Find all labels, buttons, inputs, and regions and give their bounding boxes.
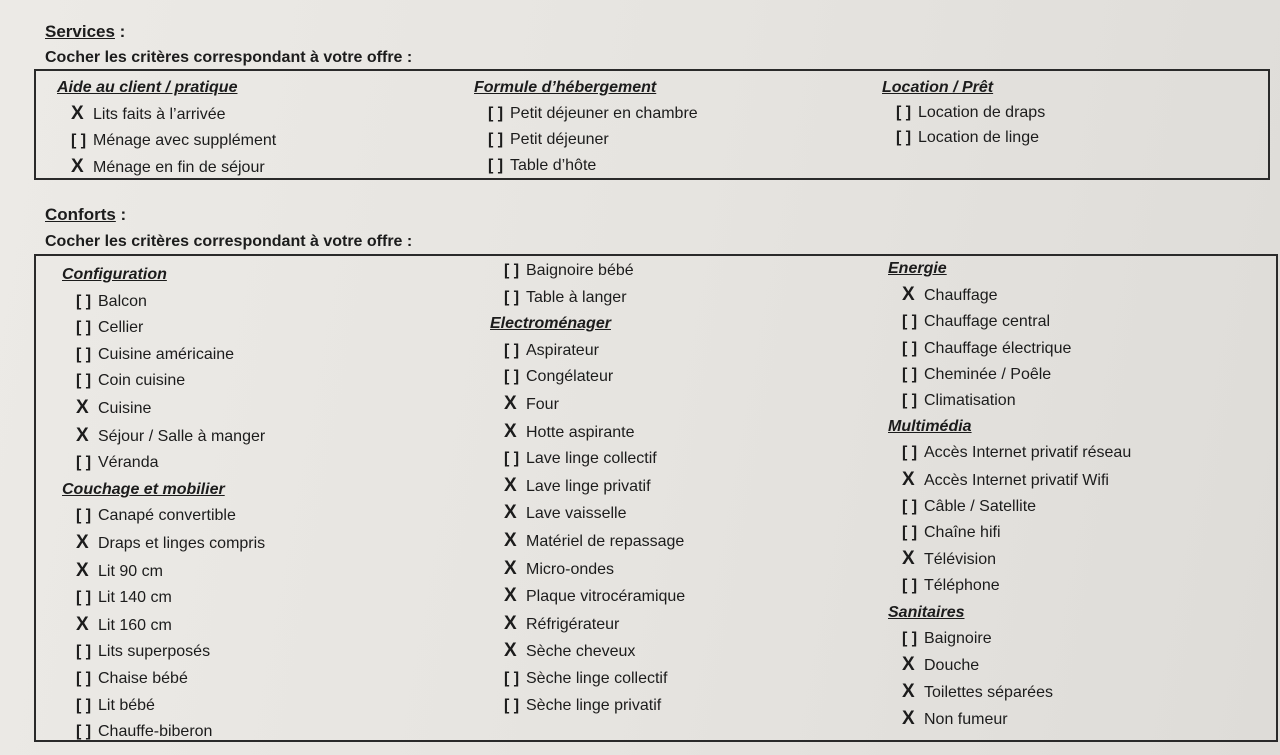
checkbox-mark[interactable]: [ ] [488,131,504,148]
checklist-item-label: Balcon [98,292,147,310]
checkbox-mark[interactable]: X [504,585,516,607]
conforts-col-2 [490,258,685,719]
checkbox-mark[interactable]: [ ] [76,454,92,472]
checklist-item[interactable] [490,666,685,693]
checklist-item-label: Chaise bébé [98,669,188,687]
checklist-item[interactable] [62,423,265,451]
checklist-item[interactable] [490,556,685,584]
checklist-item-label: Lits faits à l’arrivée [93,106,226,123]
checklist-item[interactable] [62,693,265,720]
conforts-title-text: Conforts [45,205,116,224]
checklist-item-label: Lit 160 cm [98,616,172,634]
checklist-item[interactable] [62,612,265,640]
checklist-item-label: Canapé convertible [98,507,236,525]
checklist-item[interactable] [888,467,1131,494]
checkbox-mark[interactable]: [ ] [76,723,92,741]
checklist-item[interactable] [888,309,1131,335]
services-col-heading: Location / Prêt [882,79,994,96]
checklist-item-label: Lits superposés [98,643,211,661]
services-col-formule [474,75,698,179]
checkbox-mark[interactable]: X [504,420,516,442]
checklist-item-label: Téléphone [924,577,1000,595]
checklist-item[interactable] [888,706,1131,733]
checkbox-mark[interactable]: [ ] [76,319,92,337]
checkbox-mark[interactable]: [ ] [902,577,918,595]
checkbox-mark[interactable]: [ ] [76,292,92,310]
checklist-item[interactable] [57,154,276,181]
checklist-item-label: Chaîne hifi [924,524,1001,542]
checklist-item[interactable] [490,583,685,611]
checklist-item-label: Lave vaisselle [526,505,627,523]
checklist-item[interactable] [490,364,685,391]
checklist-item-label: Sèche linge collectif [526,669,668,687]
checklist-item-label: Accès Internet privatif réseau [924,444,1132,462]
checklist-item[interactable] [490,611,685,639]
checklist-item[interactable] [490,446,685,473]
checklist-item-label: Coin cuisine [98,372,186,390]
checklist-item[interactable] [62,719,265,746]
checkbox-mark[interactable]: [ ] [71,132,87,149]
checkbox-mark[interactable]: X [902,548,914,570]
checklist-item-label: Sèche cheveux [526,643,636,661]
checklist-item[interactable] [490,419,685,447]
checkbox-mark[interactable]: [ ] [76,507,92,525]
checkbox-mark[interactable]: [ ] [902,339,918,357]
checkbox-mark[interactable]: X [76,396,88,418]
checklist-item[interactable] [57,101,276,128]
checkbox-mark[interactable]: X [504,640,516,662]
checklist-item-label: Cellier [98,319,144,337]
checklist-item[interactable] [888,573,1131,599]
checklist-item-label: Chauffage électrique [924,339,1072,357]
checklist-item[interactable] [62,530,265,558]
checklist-item[interactable] [62,450,265,477]
checklist-item[interactable] [490,693,685,720]
conforts-instruction: Cocher les critères correspondant à votre offre : [45,233,413,250]
checklist-item-label: Draps et linges compris [98,534,266,552]
conforts-title-suffix: : [115,205,127,224]
checkbox-mark[interactable]: [ ] [76,372,92,390]
checkbox-mark[interactable]: X [902,284,914,306]
checkbox-mark[interactable]: [ ] [76,345,92,363]
checkbox-mark[interactable]: [ ] [76,696,92,714]
checklist-item[interactable] [62,558,265,586]
services-col-aide [57,75,276,181]
checklist-item-label: Table d’hôte [510,157,597,174]
checklist-item-label: Baignoire bébé [526,262,634,279]
checklist-item-label: Cuisine [98,399,152,417]
checklist-item-label: Congélateur [526,368,614,386]
checklist-item[interactable] [490,528,685,556]
checkbox-mark[interactable]: [ ] [76,643,92,661]
checklist-item-label: Micro-ondes [526,560,615,578]
checkbox-mark[interactable]: [ ] [488,105,504,122]
checklist-item-label: Chauffe-biberon [98,723,213,741]
checkbox-mark[interactable]: [ ] [504,368,520,386]
checklist-item[interactable] [888,652,1131,679]
checklist-item-label: Table à langer [526,288,627,306]
checklist-item[interactable] [888,440,1131,466]
services-title-text: Services [45,22,115,41]
checklist-item-label: Sèche linge privatif [526,696,662,714]
checklist-item[interactable] [474,153,698,179]
services-col-location [882,75,1045,150]
conforts-title [45,205,126,225]
services-title-suffix: : [114,22,126,41]
checkbox-mark[interactable]: [ ] [504,669,520,687]
checkbox-mark[interactable]: [ ] [902,365,918,383]
checklist-item[interactable] [888,282,1131,309]
checklist-item-label: Location de draps [918,104,1046,121]
conforts-col-1 [62,262,265,746]
checklist-item-label: Cheminée / Poêle [924,365,1052,383]
checklist-item[interactable] [490,473,685,501]
checklist-item[interactable] [490,500,685,528]
checklist-item-label: Lave linge collectif [526,450,657,468]
checkbox-mark[interactable]: [ ] [902,444,918,462]
checklist-item-label: Petit déjeuner [510,131,609,148]
checkbox-mark[interactable]: [ ] [902,497,918,515]
checklist-item-label: Four [526,395,559,413]
checkbox-mark[interactable]: X [504,474,516,496]
checklist-item-label: Petit déjeuner en chambre [510,105,698,122]
checklist-item-label: Cuisine américaine [98,345,235,363]
checklist-item[interactable] [490,258,685,285]
checklist-item[interactable] [888,494,1131,520]
checkbox-mark[interactable]: X [76,613,88,635]
checklist-item[interactable] [62,639,265,666]
checklist-item[interactable] [62,342,265,369]
checklist-item-label: Douche [924,657,980,675]
conforts-heading-sanitaires: Sanitaires [888,603,965,621]
checkbox-mark[interactable]: X [71,103,83,124]
services-title [45,22,125,42]
checklist-item[interactable] [888,362,1131,388]
checklist-item-label: Hotte aspirante [526,423,635,441]
checklist-item-label: Câble / Satellite [924,497,1037,515]
checkbox-mark[interactable]: [ ] [902,313,918,331]
checkbox-mark[interactable]: [ ] [896,104,912,121]
checklist-item[interactable] [474,101,698,127]
checklist-item[interactable] [62,503,265,530]
checkbox-mark[interactable]: X [504,502,516,524]
checklist-item[interactable] [888,546,1131,573]
checklist-item-label: Séjour / Salle à manger [98,427,266,445]
checklist-item-label: Télévision [924,551,997,569]
checklist-item-label: Lit 140 cm [98,589,172,607]
checklist-item[interactable] [888,626,1131,652]
checkbox-mark[interactable]: X [504,392,516,414]
checklist-item-label: Plaque vitrocéramique [526,588,686,606]
checkbox-mark[interactable]: [ ] [902,392,918,410]
checklist-item-label: Non fumeur [924,711,1008,729]
checkbox-mark[interactable]: [ ] [504,288,520,306]
checklist-item[interactable] [888,520,1131,546]
checklist-item-label: Lit bébé [98,696,155,714]
services-instruction: Cocher les critères correspondant à votre offre : [45,49,413,66]
checklist-item-label: Aspirateur [526,341,599,359]
checklist-item-label: Ménage avec supplément [93,132,277,149]
checkbox-mark[interactable]: [ ] [902,629,918,647]
conforts-heading-energie: Energie [888,260,947,277]
checklist-item-label: Réfrigérateur [526,615,620,633]
checkbox-mark[interactable]: X [504,529,516,551]
services-col-heading: Formule d’hébergement [474,79,657,96]
checklist-item-label: Lit 90 cm [98,562,163,580]
checklist-item[interactable] [57,128,276,154]
checkbox-mark[interactable]: X [504,612,516,634]
checkbox-mark[interactable]: X [76,559,88,581]
checkbox-mark[interactable]: [ ] [76,669,92,687]
checkbox-mark[interactable]: X [504,557,516,579]
checklist-item-label: Véranda [98,454,159,472]
checkbox-mark[interactable]: X [902,681,914,703]
checklist-item[interactable] [490,391,685,419]
checkbox-mark[interactable]: X [902,468,914,490]
checklist-item[interactable] [490,338,685,365]
checkbox-mark[interactable]: [ ] [76,589,92,607]
checklist-item-label: Climatisation [924,392,1016,410]
checklist-item[interactable] [62,395,265,423]
checkbox-mark[interactable]: X [902,654,914,676]
checklist-item[interactable] [474,127,698,153]
checklist-item[interactable] [62,666,265,693]
checklist-item[interactable] [62,315,265,342]
checkbox-mark[interactable]: X [76,531,88,553]
checkbox-mark[interactable]: X [71,156,83,177]
checklist-item[interactable] [62,585,265,612]
conforts-heading-couchage: Couchage et mobilier [62,480,225,498]
checklist-item[interactable] [888,336,1131,362]
checklist-item[interactable] [888,388,1131,414]
checkbox-mark[interactable]: [ ] [504,696,520,714]
checkbox-mark[interactable]: [ ] [504,450,520,468]
checklist-item-label: Baignoire [924,629,992,647]
conforts-heading-electromenager: Electroménager [490,315,611,333]
checkbox-mark[interactable]: [ ] [488,157,504,174]
checklist-item-label: Location de linge [918,129,1039,146]
conforts-heading-multimedia: Multimédia [888,418,972,436]
checklist-item[interactable] [882,100,1045,125]
checklist-item[interactable] [882,125,1045,150]
checkbox-mark[interactable]: X [76,424,88,446]
checkbox-mark[interactable]: [ ] [902,524,918,542]
conforts-heading-configuration: Configuration [62,266,167,283]
checklist-item-label: Toilettes séparées [924,684,1053,702]
checklist-item[interactable] [62,368,265,395]
checklist-item-label: Ménage en fin de séjour [93,159,265,176]
checklist-item-label: Lave linge privatif [526,477,651,495]
checklist-item-label: Accès Internet privatif Wifi [924,471,1109,489]
checklist-item[interactable] [490,285,685,312]
services-col-heading: Aide au client / pratique [57,79,238,96]
checklist-item[interactable] [888,679,1131,706]
checkbox-mark[interactable]: [ ] [504,262,520,279]
conforts-col-3 [888,256,1131,734]
checkbox-mark[interactable]: [ ] [896,129,912,146]
checklist-item-label: Chauffage [924,287,998,305]
checklist-item-label: Chauffage central [924,313,1051,331]
checklist-item[interactable] [490,638,685,666]
checkbox-mark[interactable]: [ ] [504,341,520,359]
checkbox-mark[interactable]: X [902,708,914,730]
checklist-item[interactable] [62,289,265,316]
checklist-item-label: Matériel de repassage [526,532,685,550]
